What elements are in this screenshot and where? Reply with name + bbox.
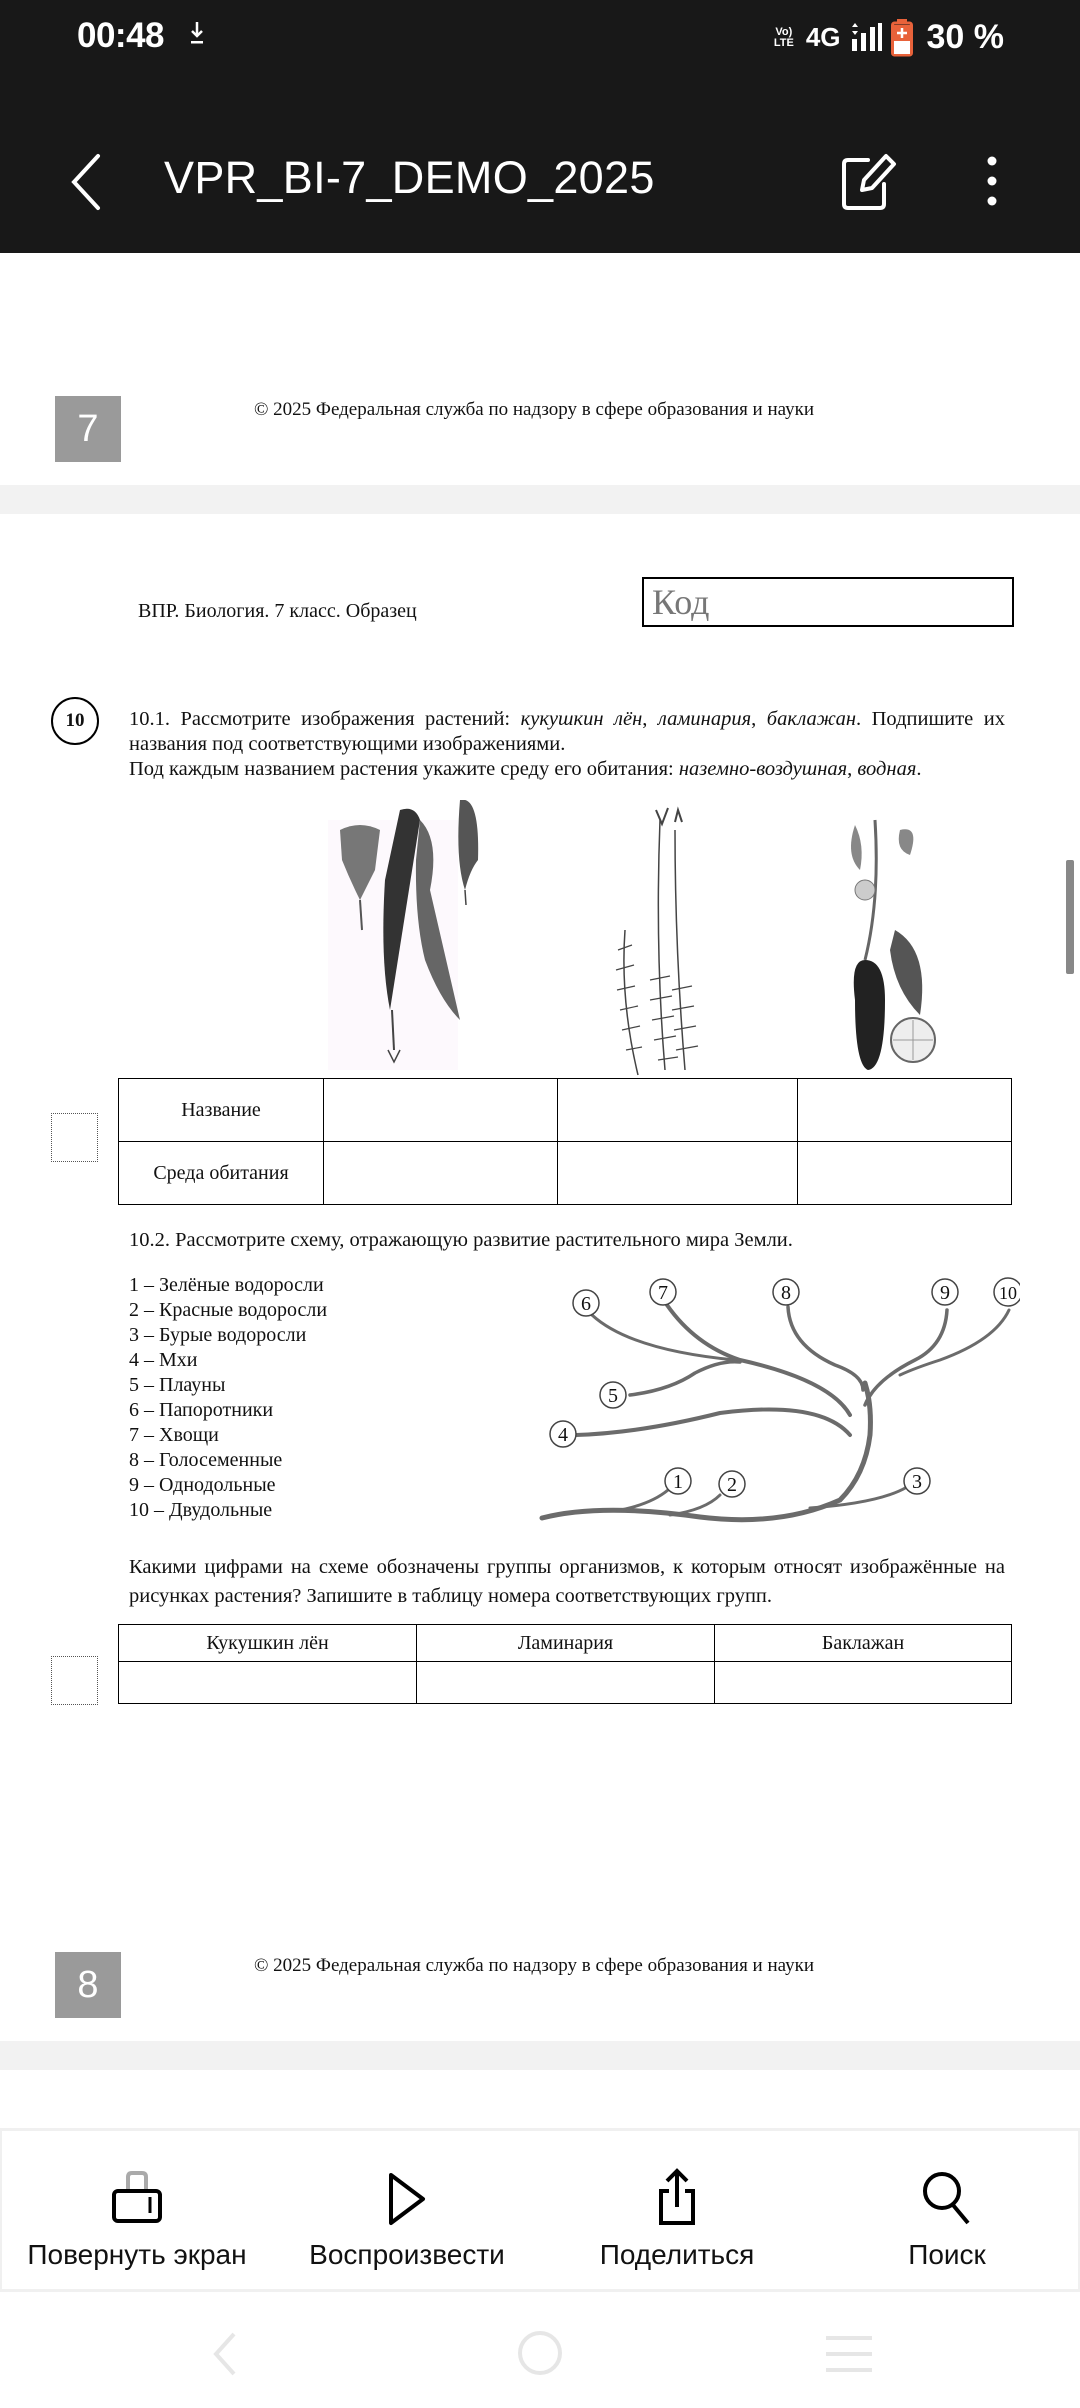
- page-separator: [0, 2041, 1080, 2070]
- bottom-toolbar: [0, 2128, 1080, 2292]
- network-type: 4G: [805, 22, 841, 52]
- system-navigation-bar: [0, 2292, 1080, 2408]
- column-header: Баклажан: [715, 1625, 1012, 1662]
- search-button[interactable]: [862, 2167, 1032, 2271]
- column-header: Ламинария: [417, 1625, 715, 1662]
- signal-icon: [849, 23, 883, 53]
- svg-text:1: 1: [673, 1471, 683, 1493]
- legend-item: 8 – Голосеменные: [129, 1449, 283, 1471]
- score-box-10-1: [51, 1113, 98, 1162]
- row-label: Название: [119, 1079, 324, 1142]
- table-row: [119, 1079, 1012, 1142]
- column-header: Кукушкин лён: [119, 1625, 417, 1662]
- answer-cell[interactable]: [324, 1142, 558, 1205]
- legend-item: 6 – Папоротники: [129, 1399, 274, 1421]
- answer-cell[interactable]: [715, 1662, 1012, 1704]
- edit-icon[interactable]: [838, 150, 898, 212]
- table-row: [119, 1142, 1012, 1205]
- page-separator: [0, 485, 1080, 514]
- question-10-1-text: 10.1. Рассмотрите изображения растений: кукушкин лён, ламинария, баклажан. Подпишите их названия под соответствующими изображениями. Под каждым названием растения укажите среду его обитания: наземно-воздушная, водная.: [129, 708, 1006, 780]
- page-footer-copyright: © 2025 Федеральная служба по надзору в сфере образования и науки: [254, 1955, 815, 1976]
- legend-item: 4 – Мхи: [129, 1349, 198, 1371]
- page-footer-copyright: © 2025 Федеральная служба по надзору в сфере образования и науки: [254, 399, 815, 420]
- play-icon: [385, 2167, 429, 2227]
- download-icon: [188, 20, 206, 46]
- answer-cell[interactable]: [558, 1142, 798, 1205]
- answer-table-10-1: [118, 1078, 1012, 1205]
- nav-recents-icon[interactable]: [824, 2334, 874, 2374]
- battery-icon: [891, 19, 913, 57]
- svg-text:3: 3: [912, 1471, 922, 1493]
- document-title: VPR_BI-7_DEMO_2025: [164, 152, 655, 203]
- row-label: Среда обитания: [119, 1142, 324, 1205]
- answer-cell[interactable]: [798, 1142, 1012, 1205]
- answer-cell[interactable]: [798, 1079, 1012, 1142]
- legend-item: 2 – Красные водоросли: [129, 1299, 328, 1321]
- table-row: [119, 1662, 1012, 1704]
- page-header: ВПР. Биология. 7 класс. Образец: [138, 600, 417, 622]
- svg-text:7: 7: [658, 1282, 668, 1304]
- answer-table-10-2: [118, 1624, 1012, 1704]
- answer-cell[interactable]: [324, 1079, 558, 1142]
- plant-evolution-scheme: [520, 1265, 1020, 1525]
- answer-cell[interactable]: [558, 1079, 798, 1142]
- question-number: 10: [51, 697, 99, 745]
- toolbar-label: Воспроизвести: [309, 2239, 505, 2270]
- legend-item: 5 – Плауны: [129, 1374, 226, 1396]
- legend-item: 3 – Бурые водоросли: [129, 1324, 307, 1346]
- nav-back-icon[interactable]: [210, 2332, 240, 2376]
- laminaria-illustration: [328, 800, 478, 1070]
- svg-text:9: 9: [940, 1282, 950, 1304]
- legend-item: 1 – Зелёные водоросли: [129, 1274, 324, 1296]
- status-time: 00:48: [77, 16, 165, 55]
- scheme-legend: [129, 1273, 327, 1523]
- rotate-screen-button[interactable]: [22, 2167, 252, 2271]
- svg-text:5: 5: [608, 1385, 618, 1407]
- app-header: [0, 0, 1080, 253]
- document-page-9: [0, 2070, 1080, 2128]
- toolbar-label: Повернуть экран: [27, 2239, 247, 2270]
- table-header-row: [119, 1625, 1012, 1662]
- share-button[interactable]: [582, 2167, 772, 2271]
- toolbar-label: Поиск: [908, 2239, 986, 2270]
- svg-text:10: 10: [999, 1283, 1017, 1303]
- battery-percent: 30 %: [926, 18, 1004, 56]
- svg-text:8: 8: [781, 1282, 791, 1304]
- status-icons: [770, 18, 1004, 57]
- page-number-badge: 7: [55, 396, 121, 462]
- scrollbar-thumb[interactable]: [1066, 860, 1074, 974]
- play-button[interactable]: [302, 2167, 512, 2271]
- code-field[interactable]: Код: [642, 577, 1014, 627]
- svg-text:6: 6: [581, 1293, 591, 1315]
- page-number-badge: 8: [55, 1952, 121, 2018]
- nav-home-icon[interactable]: [517, 2330, 563, 2376]
- legend-item: 9 – Однодольные: [129, 1474, 276, 1496]
- answer-cell[interactable]: [417, 1662, 715, 1704]
- legend-item: 10 – Двудольные: [129, 1499, 273, 1521]
- search-icon: [920, 2167, 974, 2227]
- document-page-7: [0, 253, 1080, 485]
- rotate-lock-icon: [110, 2167, 164, 2227]
- legend-item: 7 – Хвощи: [129, 1424, 219, 1446]
- share-icon: [655, 2167, 699, 2227]
- question-10-2-title: 10.2. Рассмотрите схему, отражающую развитие растительного мира Земли.: [129, 1229, 793, 1251]
- more-options-icon[interactable]: [982, 155, 1002, 207]
- back-chevron-icon[interactable]: [66, 152, 110, 212]
- moss-illustration: [616, 808, 698, 1075]
- toolbar-label: Поделиться: [599, 2239, 755, 2270]
- question-10-2-text: Какими цифрами на схеме обозначены группы организмов, к которым относят изображённые на рисунках растения? Запишите в таблицу номера соответствующих групп.: [129, 1556, 1005, 1607]
- eggplant-illustration: [851, 820, 935, 1070]
- answer-cell[interactable]: [119, 1662, 417, 1704]
- svg-text:2: 2: [727, 1474, 737, 1496]
- plant-illustrations: [320, 800, 980, 1080]
- volte-icon: Vo) LTE: [773, 25, 794, 49]
- score-box-10-2: [51, 1656, 98, 1705]
- svg-text:4: 4: [558, 1424, 568, 1446]
